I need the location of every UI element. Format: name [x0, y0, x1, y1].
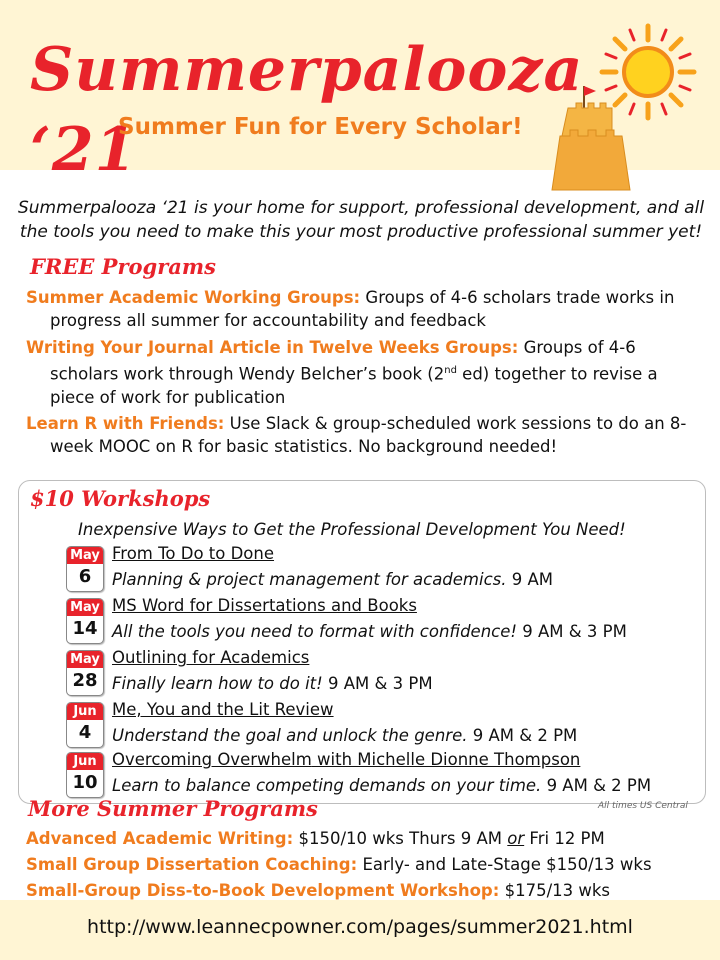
intro-text: Summerpalooza ‘21 is your home for support, professional development, and all the tools you need to make this your most productive professional summer yet! [17, 198, 705, 242]
calendar-icon [66, 702, 104, 748]
calendar-icon [66, 546, 104, 592]
workshop-description [112, 674, 433, 693]
workshop-desc-text: Finally learn how to do it! [112, 674, 323, 693]
workshop-title-link[interactable]: Outlining for Academics [112, 648, 310, 667]
superscript: nd [444, 365, 457, 376]
more-program-item [26, 852, 706, 878]
workshop-item [66, 700, 686, 750]
calendar-icon [66, 598, 104, 644]
calendar-month: Jun [67, 753, 103, 770]
workshop-item [66, 648, 686, 698]
free-program-item [26, 286, 694, 332]
calendar-day: 6 [78, 566, 92, 587]
workshop-desc-text: Planning & project management for academics. [112, 570, 507, 589]
footer-url-link[interactable]: http://www.leannecpowner.com/pages/summer2021.html [87, 916, 633, 938]
free-programs-heading: FREE Programs [30, 254, 216, 279]
more-program-item [26, 878, 706, 904]
program-description: Groups of 4-6 scholars work through Wendy Belcher’s book (2 [50, 338, 636, 384]
workshop-desc-text: All the tools you need to format with confidence! [112, 622, 517, 641]
workshop-time: 9 AM & 3 PM [522, 622, 627, 641]
calendar-month: May [67, 547, 103, 564]
calendar-month: May [67, 599, 103, 616]
workshops-tagline: Inexpensive Ways to Get the Professional Development You Need! [78, 520, 626, 539]
sandcastle-icon [548, 82, 640, 192]
workshop-time: 9 AM & 2 PM [546, 776, 652, 795]
program-label: Learn R with Friends: [26, 414, 225, 433]
program-label: Writing Your Journal Article in Twelve Weeks Groups: [26, 338, 519, 357]
calendar-day: 14 [72, 618, 98, 639]
workshop-item [66, 544, 686, 594]
calendar-icon [66, 650, 104, 696]
workshop-time: 9 AM & 3 PM [328, 674, 433, 693]
workshop-presenter: with Michelle Dionne Thompson [311, 750, 581, 769]
workshop-title[interactable] [112, 596, 417, 615]
program-label: Advanced Academic Writing: [26, 829, 294, 848]
workshop-desc-text: Learn to balance competing demands on your time. [112, 776, 542, 795]
program-detail: Early- and Late-Stage $150/13 wks [357, 855, 652, 874]
workshops-heading: $10 Workshops [30, 486, 211, 511]
timezone-note: All times US Central [598, 801, 688, 811]
workshop-title-link[interactable]: Me, You and the Lit Review [112, 700, 334, 719]
calendar-day: 10 [72, 772, 98, 793]
page-subtitle: Summer Fun for Every Scholar! [118, 114, 523, 140]
calendar-month: May [67, 651, 103, 668]
workshop-title-link[interactable]: MS Word for Dissertations and Books [112, 596, 417, 615]
workshop-title[interactable] [112, 544, 274, 563]
workshop-item [66, 750, 686, 800]
calendar-day: 4 [78, 722, 92, 743]
more-program-item [26, 826, 706, 852]
free-program-item [26, 336, 694, 409]
program-description-cont: ed) together to revise a piece of work for publication [50, 364, 658, 407]
workshop-description [112, 776, 651, 795]
calendar-day: 28 [72, 670, 98, 691]
workshop-description [112, 570, 553, 589]
calendar-month: Jun [67, 703, 103, 720]
workshop-desc-text: Understand the goal and unlock the genre. [112, 726, 468, 745]
program-or: or [507, 829, 525, 848]
workshop-description [112, 726, 577, 745]
workshop-title[interactable] [112, 750, 580, 769]
calendar-icon [66, 752, 104, 798]
workshop-title-link[interactable]: Overcoming Overwhelm [112, 750, 312, 769]
workshop-item [66, 596, 686, 646]
program-label: Small Group Dissertation Coaching: [26, 855, 358, 874]
program-label: Summer Academic Working Groups: [26, 288, 361, 307]
program-description: Use Slack & group-scheduled work sessions to do an 8-week MOOC on R for basic statistics. No background needed! [50, 414, 687, 456]
program-label: Small-Group Diss-to-Book Development Workshop: [26, 881, 500, 900]
page-title: Summerpalooza ‘21 [30, 35, 584, 185]
workshop-title[interactable] [112, 648, 309, 667]
program-detail: $175/13 wks [499, 881, 611, 900]
program-detail-cont: Fri 12 PM [524, 829, 605, 848]
workshop-time: 9 AM & 2 PM [472, 726, 578, 745]
program-detail: $150/10 wks Thurs 9 AM [293, 829, 508, 848]
workshop-title-link[interactable]: From To Do to Done [112, 544, 275, 563]
workshop-time: 9 AM [511, 570, 554, 589]
program-description: Groups of 4-6 scholars trade works in progress all summer for accountability and feedback [50, 288, 675, 330]
workshop-description [112, 622, 627, 641]
more-programs-heading: More Summer Programs [28, 796, 318, 821]
workshop-title[interactable] [112, 700, 334, 719]
free-program-item [26, 412, 694, 458]
